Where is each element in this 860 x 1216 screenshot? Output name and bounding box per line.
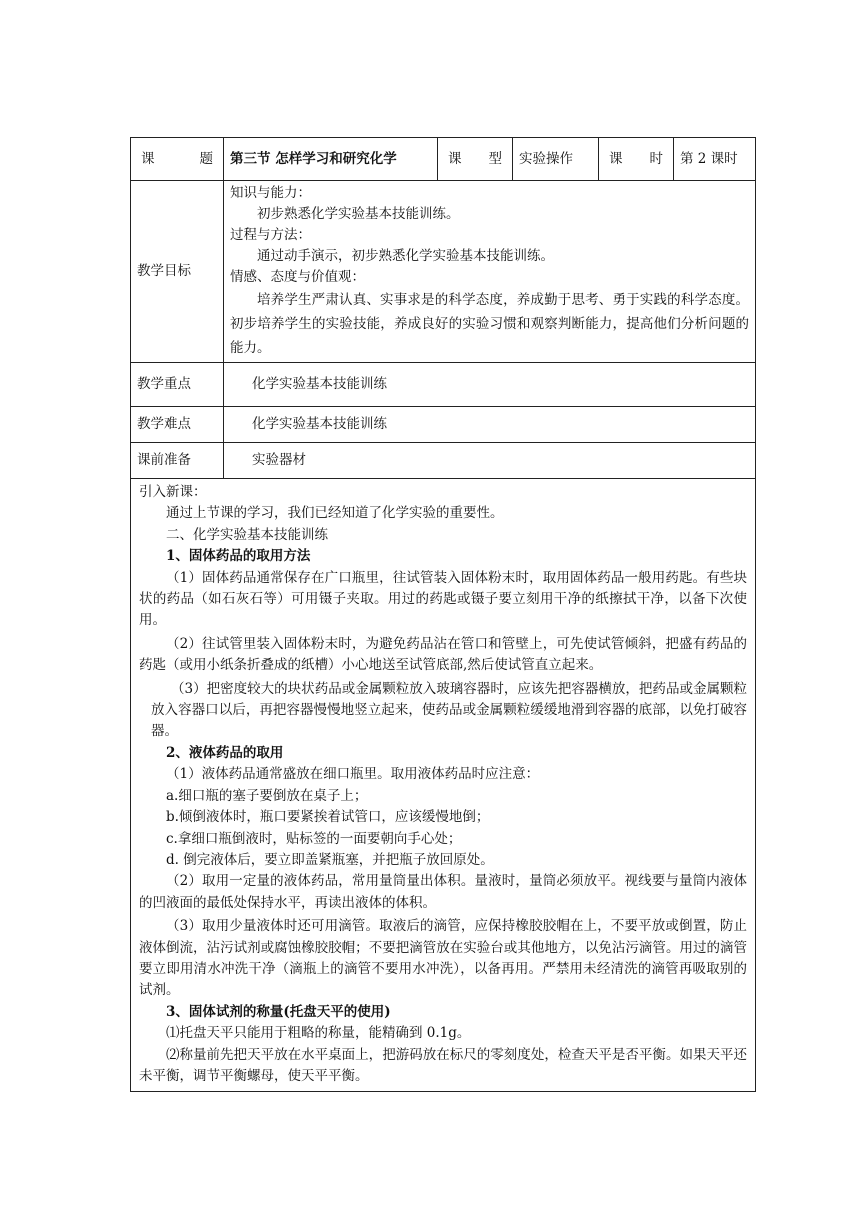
goals-content	[224, 181, 756, 363]
key-point-value: 化学实验基本技能训练	[224, 363, 756, 407]
section-2-item: b.倾倒液体时，瓶口要紧挨着试管口，应该缓慢地倒；	[166, 809, 490, 826]
intro-text: 通过上节课的学习，我们已经知道了化学实验的重要性。	[166, 505, 504, 522]
goals-label: 教学目标	[131, 181, 224, 363]
section-3-title: 3、固体试剂的称量(托盘天平的使用)	[166, 1003, 391, 1020]
preparation-label: 课前准备	[131, 443, 224, 479]
section-1-paragraph: （1）固体药品通常保存在广口瓶里，往试管装入固体粉末时，取用固体药品一般用药匙。有些块状的药品（如石灰石等）可用镊子夹取。用过的药匙或镊子要立刻用干净的纸擦拭干净，以备下次使用。	[139, 569, 747, 629]
section-1-title: 1、固体药品的取用方法	[166, 548, 311, 565]
difficulty-value: 化学实验基本技能训练	[224, 407, 756, 443]
key-point-label: 教学重点	[131, 363, 224, 407]
key-point-row	[131, 363, 756, 407]
intro-title: 引入新课：	[139, 484, 207, 500]
section-2-item: c.拿细口瓶倒液时，贴标签的一面要朝向手心处；	[166, 830, 462, 847]
lesson-plan-table	[130, 137, 756, 1092]
goal-line: 过程与方法：	[230, 227, 311, 243]
section-3-paragraph: ⑵称量前先把天平放在水平桌面上，把游码放在标尺的零刻度处，检查天平是否平衡。如果天平还未平衡，调节平衡螺母，使天平平衡。	[139, 1046, 747, 1084]
goals-row	[131, 181, 756, 363]
preparation-row	[131, 443, 756, 479]
lesson-content	[131, 479, 756, 1092]
period-label: 课 时	[599, 138, 674, 181]
period-value: 第 2 课时	[674, 138, 756, 181]
difficulty-row	[131, 407, 756, 443]
section-1-paragraph: （2）往试管里装入固体粉末时，为避免药品沾在管口和管壁上，可先使试管倾斜，把盛有药品的药匙（或用小纸条折叠成的纸槽）小心地送至试管底部,然后使试管直立起来。	[139, 635, 747, 674]
type-label: 课 型	[438, 138, 513, 181]
section-2-item: a.细口瓶的塞子要倒放在桌子上；	[166, 787, 368, 804]
section-2-paragraph: （3）取用少量液体时还可用滴管。取液后的滴管，应保持橡胶胶帽在上，不要平放或倒置，防止液体倒流，沾污试剂或腐蚀橡胶胶帽；不要把滴管放在实验台或其他地方，以免沾污滴管。用过的滴管要立即用清水冲洗干净（滴瓶上的滴管不要用水冲洗），以备再用。严禁用未经清洗的滴管再吸取别的试剂。	[139, 918, 747, 999]
section-2-paragraph: （1）液体药品通常盛放在细口瓶里。取用液体药品时应注意：	[166, 766, 540, 783]
type-value: 实验操作	[513, 138, 599, 181]
difficulty-label: 教学难点	[131, 407, 224, 443]
section-2-paragraph: （2）取用一定量的液体药品，常用量筒量出体积。量液时，量筒必须放平。视线要与量筒内液体的凹液面的最低处保持水平，再读出液体的体积。	[139, 873, 747, 911]
goal-line: 培养学生严肃认真、实事求是的科学态度，养成勤于思考、勇于实践的科学态度。初步培养学生的实验技能，养成良好的实验习惯和观察判断能力，提高他们分析问题的能力。	[230, 292, 749, 356]
content-row	[131, 479, 756, 1092]
section-2-item: d. 倒完液体后，要立即盖紧瓶塞，并把瓶子放回原处。	[166, 851, 494, 868]
topic-label: 课 题	[131, 138, 224, 181]
section-2-title: 2、液体药品的取用	[166, 744, 284, 761]
topic-value: 第三节 怎样学习和研究化学	[224, 138, 438, 181]
section-3-paragraph: ⑴托盘天平只能用于粗略的称量，能精确到 0.1g。	[166, 1025, 471, 1042]
header-row	[131, 138, 756, 181]
goal-line: 知识与能力：	[230, 185, 311, 201]
preparation-value: 实验器材	[224, 443, 756, 479]
section-title: 二、化学实验基本技能训练	[166, 526, 328, 543]
goal-line: 初步熟悉化学实验基本技能训练。	[257, 206, 460, 222]
goal-line: 通过动手演示，初步熟悉化学实验基本技能训练。	[257, 248, 554, 264]
section-1-paragraph: （3）把密度较大的块状药品或金属颗粒放入玻璃容器时，应该先把容器横放，把药品或金属颗粒放入容器口以后，再把容器慢慢地竖立起来，使药品或金属颗粒缓缓地滑到容器的底部，以免打破容器。	[151, 680, 747, 740]
goal-line: 情感、态度与价值观：	[230, 269, 365, 285]
